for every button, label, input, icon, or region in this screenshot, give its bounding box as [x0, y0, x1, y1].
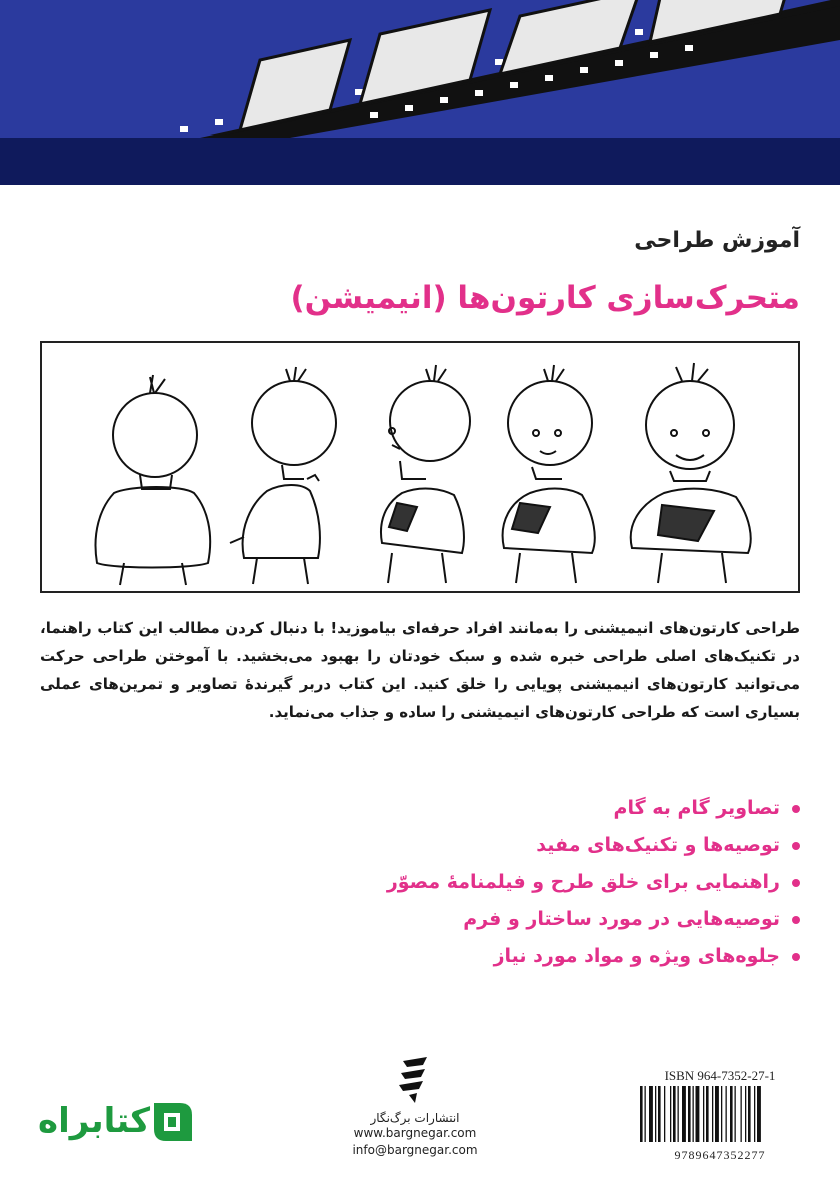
barcode-bar: [748, 1086, 751, 1142]
barcode-bar: [706, 1086, 709, 1142]
publisher-logo-icon: [395, 1055, 435, 1105]
cartoon-characters-drawing: [42, 343, 798, 591]
barcode-bar: [649, 1086, 653, 1142]
barcode-bar: [664, 1086, 665, 1142]
barcode-bar: [730, 1086, 733, 1142]
character-side-view: [381, 365, 470, 583]
barcode-bar: [703, 1086, 704, 1142]
barcode-bar: [741, 1086, 742, 1142]
barcode-bar: [655, 1086, 656, 1142]
ketabrah-logo-icon: [150, 1099, 196, 1145]
isbn-label: ISBN 964-7352-27-1: [664, 1068, 776, 1083]
feature-item: تصاویر گام به گام: [387, 790, 802, 827]
barcode-bar: [640, 1086, 643, 1142]
publisher-email[interactable]: info@bargnegar.com: [352, 1143, 478, 1157]
barcode-bar: [645, 1086, 646, 1142]
ketabrah-wordmark: کتابراه: [38, 1101, 151, 1141]
barcode-bar: [757, 1086, 761, 1142]
barcode-bar: [670, 1086, 671, 1142]
barcode-bar: [696, 1086, 700, 1142]
barcode-bar: [721, 1086, 722, 1142]
book-subtitle: آموزش طراحی: [634, 228, 800, 253]
character-front-view: [631, 363, 751, 583]
cartoon-turnaround-illustration: [40, 341, 800, 593]
barcode-bar: [726, 1086, 727, 1142]
ketabrah-brand: [38, 1093, 238, 1153]
feature-item: جلوه‌های ویژه و مواد مورد نیاز: [387, 938, 802, 975]
barcode-bar: [673, 1086, 676, 1142]
film-strip-banner: [0, 0, 840, 185]
feature-item: راهنمایی برای خلق طرح و فیلمنامهٔ مصوّر: [387, 864, 802, 901]
book-title: متحرک‌سازی کارتون‌ها (انیمیشن): [290, 280, 800, 316]
barcode-bar: [715, 1086, 719, 1142]
isbn-barcode: [638, 1068, 802, 1168]
barcode-bar: [658, 1086, 661, 1142]
character-back-view: [96, 375, 211, 585]
feature-list: [387, 790, 802, 975]
barcode-bar: [693, 1086, 694, 1142]
character-three-quarter-front-view: [503, 365, 595, 583]
barcode-bar: [678, 1086, 679, 1142]
barcode-icon: [638, 1084, 802, 1144]
publisher-block: [330, 1055, 500, 1159]
barcode-bar: [712, 1086, 713, 1142]
barcode-bar: [688, 1086, 691, 1142]
book-description: طراحی کارتون‌های انیمیشنی را به‌مانند افراد حرفه‌ای بیاموزید! با دنبال کردن مطالب این کتاب راهنما، در تکنیک‌های اصلی طراحی خبره شده و سبک خودتان را بهبود می‌بخشید. با آموختن طراحی حرکت می‌توانید کارتون‌های انیمیشنی پویایی را خلق کنید. این کتاب دربر گیرندهٔ تصاویر و تمرین‌های عملی بسیاری است که طراحی کارتون‌های انیمیشنی را ساده و جذاب می‌نماید.: [40, 619, 800, 721]
barcode-bar: [754, 1086, 755, 1142]
character-three-quarter-back-view: [230, 367, 336, 584]
feature-item: توصیه‌هایی در مورد ساختار و فرم: [387, 901, 802, 938]
publisher-website[interactable]: www.bargnegar.com: [353, 1126, 477, 1140]
barcode-bar: [682, 1086, 686, 1142]
feature-item: توصیه‌ها و تکنیک‌های مفید: [387, 827, 802, 864]
barcode-bar: [745, 1086, 746, 1142]
banner-bottom-band: [0, 138, 840, 185]
barcode-number: 9789647352277: [674, 1148, 766, 1162]
barcode-bar: [735, 1086, 736, 1142]
publisher-name: انتشارات برگ‌نگار: [370, 1111, 460, 1125]
